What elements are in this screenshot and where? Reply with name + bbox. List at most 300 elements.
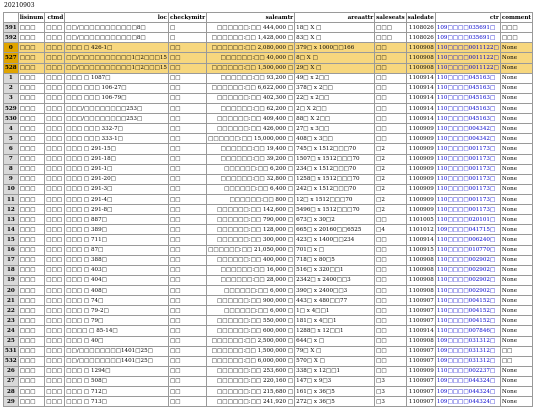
saleseats-cell: □2 bbox=[375, 164, 407, 174]
ctmd-cell: □□□ bbox=[45, 184, 65, 194]
saleamtr-cell: □□□□□□:□□ 2,080,000 □ bbox=[207, 43, 295, 53]
loc-cell: □□□ □ 712□ bbox=[65, 387, 169, 397]
lisinum-cell: □□□ bbox=[18, 275, 45, 285]
ctr-cell: 110□□□□002902□ bbox=[435, 255, 500, 265]
lisinum-cell: □□□ bbox=[18, 63, 45, 73]
saledate-cell: 1100909 bbox=[406, 144, 435, 154]
lisinum-cell: □□□ bbox=[18, 326, 45, 336]
saledate-cell: 1100909 bbox=[406, 194, 435, 204]
ctr-cell: 110□□□□020101□ bbox=[435, 215, 500, 225]
comment-cell: None bbox=[500, 124, 532, 134]
row-index: 26 bbox=[4, 366, 19, 376]
lisinum-cell: □□□ bbox=[18, 73, 45, 83]
comment-cell: None bbox=[500, 83, 532, 93]
ctr-cell: 110□□□□045163□ bbox=[435, 93, 500, 103]
row-index: 530 bbox=[4, 114, 19, 124]
saledate-cell: 1100909 bbox=[406, 124, 435, 134]
saleseats-cell: □□ bbox=[375, 114, 407, 124]
lisinum-cell: □□□ bbox=[18, 356, 45, 366]
table-row[interactable] bbox=[4, 387, 533, 397]
saleseats-cell: □□ bbox=[375, 215, 407, 225]
ctr-cell: 110□□□□004152□ bbox=[435, 306, 500, 316]
row-index: 0 bbox=[4, 43, 19, 53]
table-header-row bbox=[4, 13, 533, 23]
saleseats-cell: □□ bbox=[375, 43, 407, 53]
table-row[interactable] bbox=[4, 225, 533, 235]
table-row[interactable] bbox=[4, 296, 533, 306]
areaattr-cell: 8□ X □ bbox=[295, 53, 375, 63]
checkymitr-cell: □□ bbox=[168, 73, 206, 83]
ctr-cell: 110□□□□010770□ bbox=[435, 245, 500, 255]
header-ctr[interactable]: ctr bbox=[435, 13, 500, 23]
ctmd-cell: □□□ bbox=[45, 376, 65, 386]
ctmd-cell: □□□ bbox=[45, 215, 65, 225]
saleamtr-cell: □□□□□□:□□ 550,000 □ bbox=[207, 316, 295, 326]
saledate-cell: 1100914 bbox=[406, 235, 435, 245]
saledate-cell: 1100907 bbox=[406, 387, 435, 397]
header-saleamtr[interactable]: saleamtr bbox=[207, 13, 295, 23]
areaattr-cell: 79□ X □ bbox=[295, 346, 375, 356]
table-row[interactable] bbox=[4, 53, 533, 63]
table-row[interactable] bbox=[4, 265, 533, 275]
saledate-cell: 1100914 bbox=[406, 103, 435, 113]
saleseats-cell: □□ bbox=[375, 83, 407, 93]
saleamtr-cell: □□□□□□:□□ 1,500,000 □ bbox=[207, 63, 295, 73]
saleseats-cell: □□ bbox=[375, 316, 407, 326]
table-row[interactable] bbox=[4, 194, 533, 204]
areaattr-cell: 379□ x 1000□□166 bbox=[295, 43, 375, 53]
ctmd-cell: □□□ bbox=[45, 285, 65, 295]
ctr-cell: 110□□□□001173□ bbox=[435, 205, 500, 215]
saledate-cell: 1100908 bbox=[406, 265, 435, 275]
table-row[interactable] bbox=[4, 23, 533, 33]
ctmd-cell: □□□ bbox=[45, 43, 65, 53]
row-index: 25 bbox=[4, 336, 19, 346]
loc-cell: □□□ □ 291-3□ bbox=[65, 184, 169, 194]
ctr-cell: 110□□□□001173□ bbox=[435, 194, 500, 204]
lisinum-cell: □□□ bbox=[18, 124, 45, 134]
lisinum-cell: □□□ bbox=[18, 397, 45, 407]
saledate-cell: 1100914 bbox=[406, 326, 435, 336]
table-row[interactable] bbox=[4, 255, 533, 265]
table-row[interactable] bbox=[4, 397, 533, 407]
ctr-cell: 109□□□□044324□ bbox=[435, 376, 500, 386]
checkymitr-cell: □□ bbox=[168, 215, 206, 225]
ctr-cell: 110□□□□007846□ bbox=[435, 326, 500, 336]
saleamtr-cell: □□□□□□:□□ 15,000,000 □ bbox=[207, 134, 295, 144]
areaattr-cell: 88□ X 2□□ bbox=[295, 114, 375, 124]
ctr-cell: 110□□□□001173□ bbox=[435, 144, 500, 154]
saledate-cell: 1100909 bbox=[406, 205, 435, 215]
row-index: 9 bbox=[4, 174, 19, 184]
loc-cell: □□□ □ 1294□ bbox=[65, 366, 169, 376]
comment-cell: None bbox=[500, 326, 532, 336]
checkymitr-cell: □□ bbox=[168, 265, 206, 275]
ctr-cell: 110□□□□0011122□ bbox=[435, 63, 500, 73]
row-index: 29 bbox=[4, 397, 19, 407]
saledate-cell: 1108026 bbox=[406, 33, 435, 43]
saleamtr-cell: □□□□□□:□□ 6,622,000 □ bbox=[207, 83, 295, 93]
ctmd-cell: □□□ bbox=[45, 114, 65, 124]
ctmd-cell: □□□ bbox=[45, 306, 65, 316]
loc-cell: □□□ □□□ 106-27□ bbox=[65, 83, 169, 93]
saleamtr-cell: □□□□□□:□□ 6,200 □ bbox=[207, 164, 295, 174]
lisinum-cell: □□□ bbox=[18, 376, 45, 386]
ctmd-cell: □□□ bbox=[45, 53, 65, 63]
saleseats-cell: □□ bbox=[375, 275, 407, 285]
areaattr-cell: 161□ x 36□5 bbox=[295, 387, 375, 397]
saledate-cell: 1100907 bbox=[406, 306, 435, 316]
table-body bbox=[4, 23, 533, 407]
comment-cell: None bbox=[500, 43, 532, 53]
areaattr-cell: 22□ x 2□□ bbox=[295, 93, 375, 103]
saleseats-cell: □□ bbox=[375, 306, 407, 316]
loc-cell: □□□ □ 291-20□ bbox=[65, 174, 169, 184]
comment-cell: None bbox=[500, 366, 532, 376]
checkymitr-cell: □□ bbox=[168, 255, 206, 265]
saleseats-cell: □□ bbox=[375, 103, 407, 113]
lisinum-cell: □□□ bbox=[18, 366, 45, 376]
areaattr-cell: 665□ x 20160□□6525 bbox=[295, 225, 375, 235]
row-index: 592 bbox=[4, 33, 19, 43]
saleseats-cell: □□ bbox=[375, 296, 407, 306]
comment-cell: None bbox=[500, 296, 532, 306]
lisinum-cell: □□□ bbox=[18, 43, 45, 53]
header-checkymitr[interactable]: checkymitr bbox=[168, 13, 206, 23]
ctmd-cell: □□□ bbox=[45, 23, 65, 33]
comment-cell: None bbox=[500, 235, 532, 245]
saledate-cell: 1100914 bbox=[406, 73, 435, 83]
saledate-cell: 1100909 bbox=[406, 164, 435, 174]
table-row[interactable] bbox=[4, 215, 533, 225]
header-areaattr[interactable]: areaattr bbox=[295, 13, 375, 23]
ctr-cell: 109□□□□031312□ bbox=[435, 356, 500, 366]
checkymitr-cell: □□ bbox=[168, 275, 206, 285]
saleamtr-cell: □□□□□□:□□ 142,600 □ bbox=[207, 205, 295, 215]
areaattr-cell: 423□ x 1400□□234 bbox=[295, 235, 375, 245]
saledate-cell: 1100908 bbox=[406, 275, 435, 285]
saleamtr-cell: □□□□□□:□□ 39,200 □ bbox=[207, 154, 295, 164]
checkymitr-cell: □□ bbox=[168, 245, 206, 255]
saledate-cell: 1100907 bbox=[406, 296, 435, 306]
checkymitr-cell: □□ bbox=[168, 366, 206, 376]
table-row[interactable] bbox=[4, 114, 533, 124]
lisinum-cell: □□□ bbox=[18, 93, 45, 103]
loc-cell: □□□ □ 79-2□ bbox=[65, 306, 169, 316]
header-comment[interactable]: comment bbox=[500, 13, 532, 23]
table-row[interactable] bbox=[4, 245, 533, 255]
table-row[interactable] bbox=[4, 174, 533, 184]
ctmd-cell: □□□ bbox=[45, 397, 65, 407]
areaattr-cell: 1□ x 4□□1 bbox=[295, 306, 375, 316]
saleseats-cell: □□ bbox=[375, 255, 407, 265]
header-lisinum[interactable]: lisinum bbox=[18, 13, 45, 23]
saledate-cell: 1100907 bbox=[406, 316, 435, 326]
saleamtr-cell: □□□□□□:□□ 444,000 □ bbox=[207, 23, 295, 33]
comment-cell: None bbox=[500, 225, 532, 235]
checkymitr-cell: □□ bbox=[168, 63, 206, 73]
areaattr-cell: 27□ x 3□□ bbox=[295, 124, 375, 134]
row-index: 19 bbox=[4, 275, 19, 285]
loc-cell: □□□ □ 389□ bbox=[65, 225, 169, 235]
loc-cell: □□□ □ 887□ bbox=[65, 215, 169, 225]
table-row[interactable] bbox=[4, 144, 533, 154]
ctr-cell: 110□□□□002902□ bbox=[435, 275, 500, 285]
comment-cell: None bbox=[500, 103, 532, 113]
areaattr-cell: 1288□ x 12□□1 bbox=[295, 326, 375, 336]
lisinum-cell: □□□ bbox=[18, 184, 45, 194]
row-index: 7 bbox=[4, 154, 19, 164]
areaattr-cell: 570□ X □ bbox=[295, 356, 375, 366]
ctr-cell: 109□□□□044324□ bbox=[435, 387, 500, 397]
comment-cell: □□ bbox=[500, 346, 532, 356]
lisinum-cell: □□□ bbox=[18, 255, 45, 265]
loc-cell: □□□ □ 291-1□ bbox=[65, 164, 169, 174]
areaattr-cell: 443□ x 480□□77 bbox=[295, 296, 375, 306]
loc-cell: □□/□□□□□□□□□□□8□ bbox=[65, 33, 169, 43]
table-row[interactable] bbox=[4, 366, 533, 376]
loc-cell: □□□ □ 713□ bbox=[65, 397, 169, 407]
row-index: 18 bbox=[4, 265, 19, 275]
comment-cell: None bbox=[500, 144, 532, 154]
saleamtr-cell: □□□□□□:□□ 40,000 □ bbox=[207, 53, 295, 63]
table-row[interactable] bbox=[4, 43, 533, 53]
table-row[interactable] bbox=[4, 134, 533, 144]
checkymitr-cell: □□ bbox=[168, 306, 206, 316]
saleseats-cell: □2 bbox=[375, 174, 407, 184]
ctmd-cell: □□□ bbox=[45, 103, 65, 113]
lisinum-cell: □□□ bbox=[18, 285, 45, 295]
ctr-cell: 110□□□□004152□ bbox=[435, 296, 500, 306]
table-row[interactable] bbox=[4, 275, 533, 285]
saledate-cell: 1101012 bbox=[406, 225, 435, 235]
saleseats-cell: □3 bbox=[375, 387, 407, 397]
loc-cell: □□□ □ 403□ bbox=[65, 265, 169, 275]
areaattr-cell: 272□ x 36□5 bbox=[295, 397, 375, 407]
table-row[interactable] bbox=[4, 336, 533, 346]
comment-cell: None bbox=[500, 275, 532, 285]
ctr-cell: 110□□□□045163□ bbox=[435, 83, 500, 93]
comment-cell: None bbox=[500, 93, 532, 103]
comment-cell: None bbox=[500, 164, 532, 174]
ctr-cell: 110□□□□045163□ bbox=[435, 103, 500, 113]
saleseats-cell: □□ bbox=[375, 235, 407, 245]
checkymitr-cell: □□ bbox=[168, 124, 206, 134]
table-row[interactable] bbox=[4, 205, 533, 215]
row-index: 1 bbox=[4, 73, 19, 83]
ctmd-cell: □□□ bbox=[45, 387, 65, 397]
row-index: 21 bbox=[4, 296, 19, 306]
saleseats-cell: □2 bbox=[375, 154, 407, 164]
ctmd-cell: □□□ bbox=[45, 134, 65, 144]
checkymitr-cell: □□ bbox=[168, 285, 206, 295]
ctr-cell: 110□□□□004342□ bbox=[435, 124, 500, 134]
checkymitr-cell: □□ bbox=[168, 326, 206, 336]
saleamtr-cell: □□□□□□:□□ 28,000 □ bbox=[207, 275, 295, 285]
checkymitr-cell: □□ bbox=[168, 184, 206, 194]
saleseats-cell: □□ bbox=[375, 336, 407, 346]
row-index: 16 bbox=[4, 245, 19, 255]
saleseats-cell: □□ bbox=[375, 366, 407, 376]
comment-cell: □□ bbox=[500, 356, 532, 366]
saleseats-cell: □□ bbox=[375, 63, 407, 73]
loc-cell: □□□ □□□ 333-1□ bbox=[65, 134, 169, 144]
checkymitr-cell: □□ bbox=[168, 225, 206, 235]
table-row[interactable] bbox=[4, 376, 533, 386]
header-saleseats[interactable]: saleseats bbox=[375, 13, 407, 23]
saleseats-cell: □□□ bbox=[375, 33, 407, 43]
checkymitr-cell: □ bbox=[168, 33, 206, 43]
areaattr-cell: 83□ X □ bbox=[295, 33, 375, 43]
loc-cell: □□□ □□□ 106-79□ bbox=[65, 93, 169, 103]
row-index: 22 bbox=[4, 306, 19, 316]
checkymitr-cell: □□ bbox=[168, 316, 206, 326]
ctmd-cell: □□□ bbox=[45, 144, 65, 154]
table-row[interactable] bbox=[4, 33, 533, 43]
saleamtr-cell: □□□□□□:□□ 900,000 □ bbox=[207, 296, 295, 306]
ctr-cell: 110□□□□002902□ bbox=[435, 285, 500, 295]
saleamtr-cell: □□□□□□:□□ 6,400 □ bbox=[207, 184, 295, 194]
saleseats-cell: □3 bbox=[375, 397, 407, 407]
saledate-cell: 1100908 bbox=[406, 53, 435, 63]
table-row[interactable] bbox=[4, 103, 533, 113]
ctmd-cell: □□□ bbox=[45, 225, 65, 235]
comment-cell: None bbox=[500, 306, 532, 316]
saleamtr-cell: □□□□□□:□□ 19,400 □ bbox=[207, 144, 295, 154]
saledate-cell: 1100909 bbox=[406, 134, 435, 144]
ctr-cell: 110□□□□006240□ bbox=[435, 235, 500, 245]
ctmd-cell: □□□ bbox=[45, 83, 65, 93]
checkymitr-cell: □□ bbox=[168, 93, 206, 103]
table-row[interactable] bbox=[4, 184, 533, 194]
row-index: 3 bbox=[4, 93, 19, 103]
saledate-cell: 1100908 bbox=[406, 43, 435, 53]
comment-cell: None bbox=[500, 376, 532, 386]
ctmd-cell: □□□ bbox=[45, 124, 65, 134]
saledate-cell: 1100907 bbox=[406, 356, 435, 366]
ctmd-cell: □□□ bbox=[45, 164, 65, 174]
saleseats-cell: □2 bbox=[375, 184, 407, 194]
row-index: 10 bbox=[4, 184, 19, 194]
saleamtr-cell: □□□□□□:□□ 426,000 □ bbox=[207, 124, 295, 134]
comment-cell: None bbox=[500, 215, 532, 225]
comment-cell: None bbox=[500, 174, 532, 184]
ctmd-cell: □□□ bbox=[45, 316, 65, 326]
ctr-cell: 109□□□□031312□ bbox=[435, 346, 500, 356]
areaattr-cell: 745□ x 1512□□□70 bbox=[295, 144, 375, 154]
ctr-cell: 110□□□□002237□ bbox=[435, 366, 500, 376]
ctr-cell: 109□□□□035691□ bbox=[435, 23, 500, 33]
saleseats-cell: □3 bbox=[375, 376, 407, 386]
lisinum-cell: □□□ bbox=[18, 235, 45, 245]
row-index: 8 bbox=[4, 164, 19, 174]
saledate-cell: 1100909 bbox=[406, 154, 435, 164]
areaattr-cell: 338□ x 12□□1 bbox=[295, 366, 375, 376]
table-row[interactable] bbox=[4, 73, 533, 83]
saleamtr-cell: □□□□□□:□□ 1,428,000 □ bbox=[207, 33, 295, 43]
saleamtr-cell: □□□□□□:□□ 6,000 □ bbox=[207, 306, 295, 316]
header-saledate[interactable]: saledate bbox=[406, 13, 435, 23]
lisinum-cell: □□□ bbox=[18, 114, 45, 124]
checkymitr-cell: □□ bbox=[168, 235, 206, 245]
saleamtr-cell: □□□□□□:□□ 21,050,000 □ bbox=[207, 245, 295, 255]
table-row[interactable] bbox=[4, 316, 533, 326]
loc-cell: □□□□ □ 85-14□ bbox=[65, 326, 169, 336]
saleamtr-cell: □□□□□□:□□ 1,500,000 □ bbox=[207, 346, 295, 356]
lisinum-cell: □□□ bbox=[18, 215, 45, 225]
areaattr-cell: 147□ x 9□3 bbox=[295, 376, 375, 386]
table-row[interactable] bbox=[4, 306, 533, 316]
table-row[interactable] bbox=[4, 154, 533, 164]
areaattr-cell: 1258□ x 1512□□□70 bbox=[295, 174, 375, 184]
lisinum-cell: □□□ bbox=[18, 33, 45, 43]
comment-cell: None bbox=[500, 387, 532, 397]
row-index: 28 bbox=[4, 387, 19, 397]
table-row[interactable] bbox=[4, 356, 533, 366]
loc-cell: □□□ □ 404□ bbox=[65, 275, 169, 285]
row-index: 15 bbox=[4, 235, 19, 245]
loc-cell: □□□ □ 40□ bbox=[65, 336, 169, 346]
comment-cell: None bbox=[500, 184, 532, 194]
saleseats-cell: □2 bbox=[375, 144, 407, 154]
row-index: 532 bbox=[4, 356, 19, 366]
table-row[interactable] bbox=[4, 285, 533, 295]
table-row[interactable] bbox=[4, 235, 533, 245]
areaattr-cell: 18□ X □ bbox=[295, 23, 375, 33]
saledate-cell: 1100908 bbox=[406, 285, 435, 295]
table-row[interactable] bbox=[4, 164, 533, 174]
table-row[interactable] bbox=[4, 346, 533, 356]
loc-cell: □□□ □ 1087□ bbox=[65, 73, 169, 83]
table-row[interactable] bbox=[4, 83, 533, 93]
saleamtr-cell: □□□□□□:□□ 6,000 □ bbox=[207, 285, 295, 295]
ctr-cell: 110□□□□002902□ bbox=[435, 265, 500, 275]
areaattr-cell: 2342□ x 2400□□3 bbox=[295, 275, 375, 285]
loc-cell: □□/□□□□□□□□1401□25□ bbox=[65, 356, 169, 366]
table-row[interactable] bbox=[4, 63, 533, 73]
saleamtr-cell: □□□□□□:□□ 16,000 □ bbox=[207, 265, 295, 275]
saleseats-cell: □□ bbox=[375, 73, 407, 83]
saleseats-cell: □2 bbox=[375, 205, 407, 215]
comment-cell: None bbox=[500, 63, 532, 73]
saleamtr-cell: □□□□□□:□□ 62,200 □ bbox=[207, 103, 295, 113]
table-row[interactable] bbox=[4, 326, 533, 336]
checkymitr-cell: □□ bbox=[168, 397, 206, 407]
table-row[interactable] bbox=[4, 93, 533, 103]
saleseats-cell: □□ bbox=[375, 245, 407, 255]
ctmd-cell: □□□ bbox=[45, 336, 65, 346]
ctmd-cell: □□□ bbox=[45, 296, 65, 306]
areaattr-cell: 378□ x 2□□ bbox=[295, 83, 375, 93]
ctmd-cell: □□□ bbox=[45, 174, 65, 184]
checkymitr-cell: □□ bbox=[168, 387, 206, 397]
ctr-cell: 109□□□□031312□ bbox=[435, 336, 500, 346]
comment-cell: None bbox=[500, 255, 532, 265]
table-row[interactable] bbox=[4, 124, 533, 134]
header-loc[interactable]: loc bbox=[65, 13, 169, 23]
row-index: 14 bbox=[4, 225, 19, 235]
loc-cell: □□□ □ 426-1□ bbox=[65, 43, 169, 53]
saledate-cell: 1100914 bbox=[406, 93, 435, 103]
checkymitr-cell: □□ bbox=[168, 144, 206, 154]
row-index: 17 bbox=[4, 255, 19, 265]
header-ctmd[interactable]: ctmd bbox=[45, 13, 65, 23]
lisinum-cell: □□□ bbox=[18, 83, 45, 93]
loc-cell: □□□/□□□□□□□□253□ bbox=[65, 103, 169, 113]
saledate-cell: 1100909 bbox=[406, 366, 435, 376]
areaattr-cell: 701□ x □ bbox=[295, 245, 375, 255]
comment-cell: None bbox=[500, 53, 532, 63]
